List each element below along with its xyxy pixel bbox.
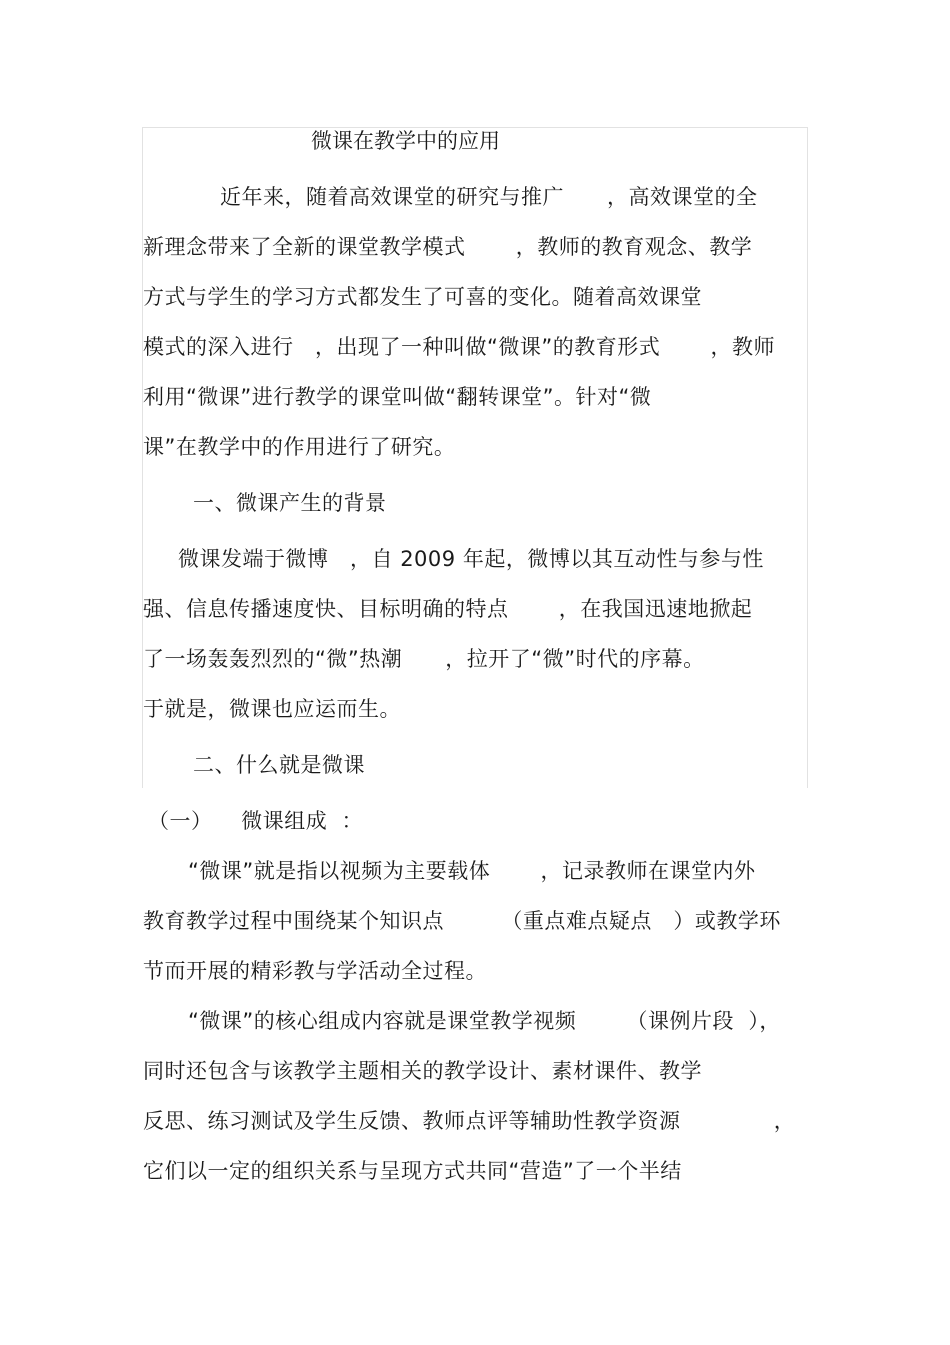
text-line: 微课发端于微博 ，自 2009 年起，微博以其互动性与参与性 xyxy=(178,547,764,571)
text-line: 课”在教学中的作用进行了研究。 xyxy=(143,435,456,459)
text-line: “微课”的核心组成内容就是课堂教学视频 （课例片段 ）， xyxy=(188,1009,781,1033)
section-heading: 二、什么就是微课 xyxy=(193,753,365,777)
text-line: 教育教学过程中围绕某个知识点 （重点难点疑点 ）或教学环 xyxy=(143,909,781,933)
text-line: 节而开展的精彩教与学活动全过程。 xyxy=(143,959,487,983)
text-line: 反思、练习测试及学生反馈、教师点评等辅助性教学资源 ， xyxy=(143,1109,796,1133)
section-heading: 一、微课产生的背景 xyxy=(193,491,387,515)
text-line: “微课”就是指以视频为主要载体 ，记录教师在课堂内外 xyxy=(188,859,756,883)
text-line: 方式与学生的学习方式都发生了可喜的变化。随着高效课堂 xyxy=(143,285,702,309)
text-line: 了一场轰轰烈烈的“微”热潮 ，拉开了“微”时代的序幕。 xyxy=(143,647,705,671)
text-line: 于就是，微课也应运而生。 xyxy=(143,697,401,721)
text-line: 利用“微课”进行教学的课堂叫做“翻转课堂”。针对“微 xyxy=(143,385,652,409)
text-line: 强、信息传播速度快、目标明确的特点 ，在我国迅速地掀起 xyxy=(143,597,753,621)
text-line: 同时还包含与该教学主题相关的教学设计、素材课件、教学 xyxy=(143,1059,702,1083)
subsection-heading: （一） 微课组成 ： xyxy=(148,809,364,833)
text-line: 它们以一定的组织关系与呈现方式共同“营造”了一个半结 xyxy=(143,1159,682,1183)
text-line: 新理念带来了全新的课堂教学模式 ，教师的教育观念、教学 xyxy=(143,235,753,259)
text-line: 近年来，随着高效课堂的研究与推广 ，高效课堂的全 xyxy=(220,185,758,209)
document-title: 微课在教学中的应用 xyxy=(311,129,500,153)
text-line: 模式的深入进行 ，出现了一种叫做“微课”的教育形式 ，教师 xyxy=(143,335,776,359)
